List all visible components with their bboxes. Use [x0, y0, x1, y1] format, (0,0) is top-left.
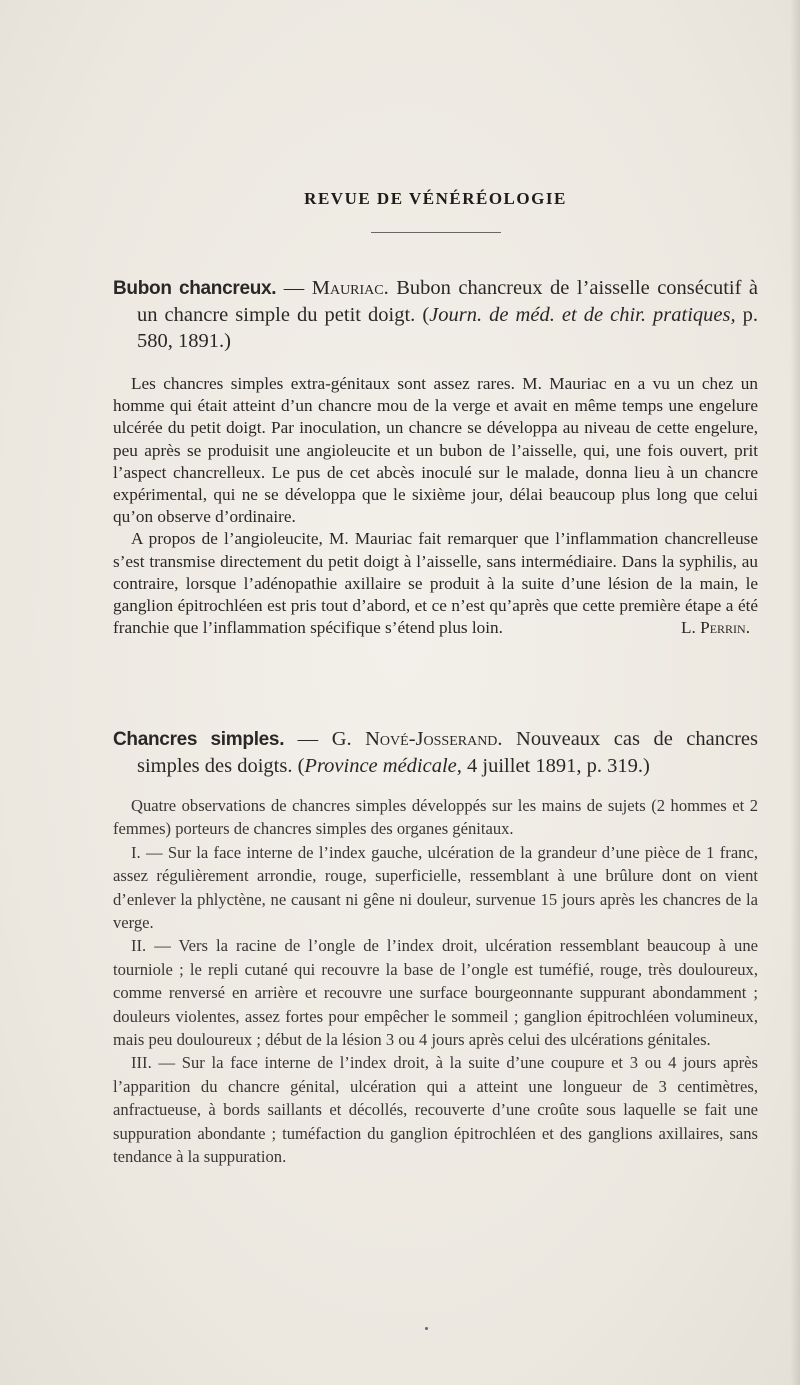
article-title: . Bubon chancreux de l’aisselle consécutif à un chancre simple du petit doigt. ( — [137, 277, 759, 326]
article-bubon-chancreux — [113, 275, 758, 639]
page-mark — [425, 1327, 428, 1330]
article-title: . Nouveaux cas de chancres simples des doigts. ( — [137, 728, 759, 777]
paragraph: III. — Sur la face interne de l’index droit, à la suite d’une coupure et 3 ou 4 jours après l’apparition du chancre génital, ulcération qui a atteint une longueur de 3 centimètres, anfractueuse, à bords saillants et décollés, recouverte d’une croûte sous laquelle se fait une suppuration abondante ; tuméfaction du ganglion épitrochléen et des ganglions axillaires, sans tendance à la suppuration. — [113, 1053, 758, 1167]
article-body — [113, 373, 758, 639]
journal-name: Journ. de méd. et de chir. pratiques, — [429, 304, 736, 326]
article-heading — [113, 275, 758, 354]
paragraph: I. — Sur la face interne de l’index gauche, ulcération de la grandeur d’une pièce de 1 franc, assez régulièrement arrondie, rouge, superficielle, ressemblant à une brûlure dont on vient d’enlever la phlyctène, ne causant ni gêne ni douleur, survenue 15 jours après les chancres de la verge. — [113, 842, 758, 933]
paragraph-text: A propos de l’angioleucite, M. Mauriac fait remarquer que l’inflammation chancrelleuse s’est transmise directement du petit doigt à l’aisselle, sans intermédiaire. Dans la syphilis, au contraire, lorsque l’adénopathie axillaire se produit à la suite d’une lésion de la main, le ganglion épitrochléen est pris tout d’abord, et ce n’est qu’après que cette première étape a été franchie que l’inflammation spécifique s’étend plus loin. — [113, 529, 758, 638]
journal-name: Province médicale, — [304, 755, 462, 777]
paragraph: Quatre observations de chancres simples développés sur les mains de sujets (2 hommes et 2 femmes) porteurs de chancres simples des organes génitaux. — [113, 796, 758, 839]
article-keyword: Bubon chancreux. — [113, 278, 277, 299]
article-author: Nové-Josserand — [365, 728, 498, 750]
article-body — [113, 794, 758, 1169]
citation-details: p. 580, 1891.) — [137, 304, 759, 352]
running-title: REVUE DE VÉNÉRÉOLOGIE — [304, 189, 567, 208]
paragraph: II. — Vers la racine de l’ongle de l’index droit, ulcération ressemblant beaucoup à une tourniole ; le repli cutané qui recouvre la base de l’ongle est tuméfié, rouge, très douloureux, comme renversé en arrière et recouvre une surface bourgeonnante suppurant abondamment ; douleurs violentes, assez fortes pour empêcher le sommeil ; ganglion épitrochléen volumineux, mais peu douloureux ; début de la lésion 3 ou 4 jours après celui des ulcérations génitales. — [113, 936, 758, 1050]
article-keyword: Chancres simples. — [113, 729, 285, 750]
article-heading — [113, 726, 758, 779]
title-rule — [371, 232, 501, 233]
citation-details: 4 juillet 1891, p. 319.) — [461, 755, 650, 777]
page-edge-shadow — [790, 0, 800, 1385]
paragraph — [113, 528, 758, 639]
paragraph: Les chancres simples extra-génitaux sont assez rares. M. Mauriac en a vu un chez un homme qui était atteint d’un chancre mou de la verge et avait en même temps une engelure ulcérée du petit doigt. Par inoculation, un chancre se développa au niveau de cette engelure, peu après se produisit une angioleucite et un bubon de l’aisselle, qui, une fois ouvert, prit l’aspect chancrelleux. Le pus de cet abcès inoculé sur le malade, donna lieu à un chancre expérimental, qui ne se développa que le sixième jour, délai beaucoup plus long que celui qu’on observe d’ordinaire. — [113, 374, 758, 527]
signature: L. Perrin. — [681, 618, 750, 638]
heading-dash: — — [276, 277, 312, 299]
author-initial: G. — [331, 728, 366, 750]
heading-dash: — — [284, 728, 332, 750]
article-author: Mauriac — [311, 277, 384, 299]
article-chancres-simples — [113, 726, 758, 1169]
